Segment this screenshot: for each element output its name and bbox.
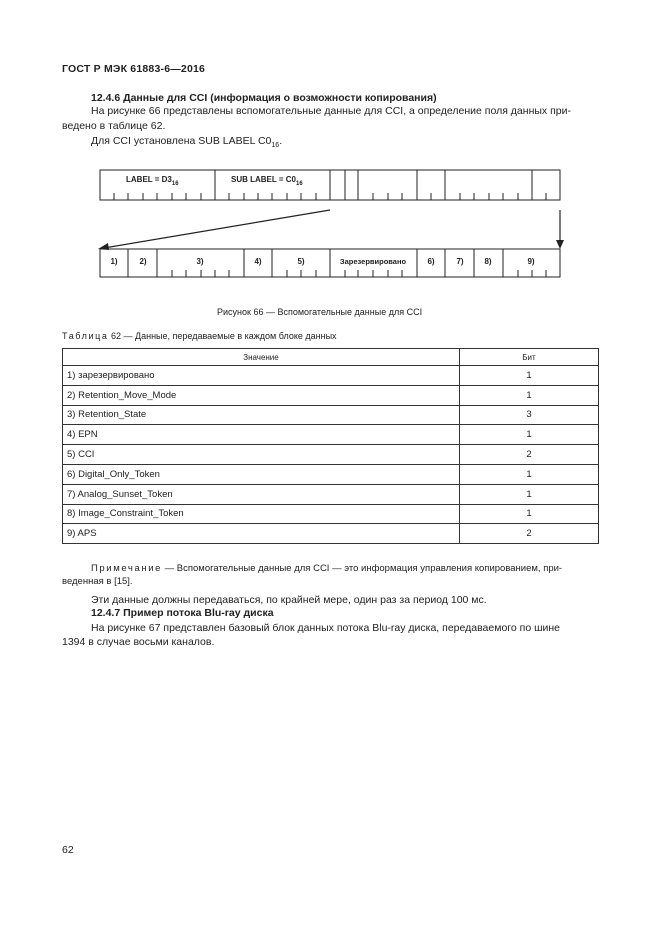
cell-value: 2) Retention_Move_Mode — [63, 385, 460, 405]
box-label-1: 1) — [110, 257, 118, 266]
cell-bit: 1 — [460, 504, 599, 524]
table-row — [63, 405, 599, 425]
cell-value: 9) APS — [63, 524, 460, 544]
paragraph-line: Эти данные должны передаваться, по крайней мере, один раз за период 100 мс. — [91, 594, 487, 606]
cell-bit: 1 — [460, 484, 599, 504]
page-number: 62 — [62, 844, 74, 856]
section-heading-12-4-7: 12.4.7 Пример потока Blu-ray диска — [91, 607, 274, 619]
cell-value: 7) Analog_Sunset_Token — [63, 484, 460, 504]
label-d3: LABEL = $D3_{16}$ — [126, 175, 179, 187]
figure-caption: Рисунок 66 — Вспомогательные данные для CCI — [217, 307, 423, 317]
box-label-2: 2) — [139, 257, 147, 266]
cell-bit: 1 — [460, 385, 599, 405]
sub-label-c0: SUB LABEL = $C0_{16}$ — [231, 175, 303, 187]
paragraph-line: 1394 в случае восьми каналов. — [62, 636, 215, 648]
table-row — [63, 425, 599, 445]
section-heading-12-4-6: 12.4.6 Данные для CCI (информация о возможности копирования) — [91, 92, 437, 104]
cell-bit: 1 — [460, 464, 599, 484]
box-label-6: 6) — [427, 257, 435, 266]
box-label-9: 9) — [527, 257, 535, 266]
cell-bit: 1 — [460, 366, 599, 386]
box-label-7: 7) — [456, 257, 464, 266]
cell-value: 1) зарезервировано — [63, 366, 460, 386]
table-row — [63, 366, 599, 386]
paragraph-line: На рисунке 67 представлен базовый блок данных потока Blu-ray диска, передаваемого по шине — [91, 622, 561, 634]
table-row — [63, 524, 599, 544]
cell-value: 3) Retention_State — [63, 405, 460, 425]
box-label-4: 4) — [254, 257, 262, 266]
cell-value: 4) EPN — [63, 425, 460, 445]
figure-66-diagram — [0, 160, 661, 285]
cell-value: 8) Image_Constraint_Token — [63, 504, 460, 524]
column-header-value: Значение — [63, 349, 460, 366]
paragraph-line: На рисунке 66 представлены вспомогательные данные для CCI, а определение поля данных при- — [91, 105, 571, 117]
note-line: веденная в [15]. — [62, 576, 133, 587]
box-label-3: 3) — [196, 257, 204, 266]
cell-value: 6) Digital_Only_Token — [63, 464, 460, 484]
cell-bit: 2 — [460, 445, 599, 465]
cell-value: 5) CCI — [63, 445, 460, 465]
table-header-row — [63, 349, 599, 366]
table-caption: Таблица 62 — Данные, передаваемые в каждом блоке данных — [62, 331, 337, 341]
table-row — [63, 445, 599, 465]
column-header-bit: Бит — [460, 349, 599, 366]
table-row — [63, 464, 599, 484]
table-row — [63, 385, 599, 405]
paragraph-line: ведено в таблице 62. — [62, 120, 166, 132]
cell-bit: 3 — [460, 405, 599, 425]
paragraph-sub-label: Для CCI установлена SUB LABEL $C0_{16}$. — [91, 135, 283, 150]
note-line: Примечание — Вспомогательные данные для CCI — это информация управления копированием, при- — [91, 563, 563, 574]
data-table — [62, 348, 599, 544]
cell-bit: 1 — [460, 425, 599, 445]
document-header: ГОСТ Р МЭК 61883-6—2016 — [62, 63, 206, 75]
box-label-8: 8) — [484, 257, 492, 266]
table-row — [63, 484, 599, 504]
box-label-5: 5) — [297, 257, 305, 266]
cell-bit: 2 — [460, 524, 599, 544]
box-label-reserved: Зарезервировано — [339, 257, 407, 266]
table-row — [63, 504, 599, 524]
